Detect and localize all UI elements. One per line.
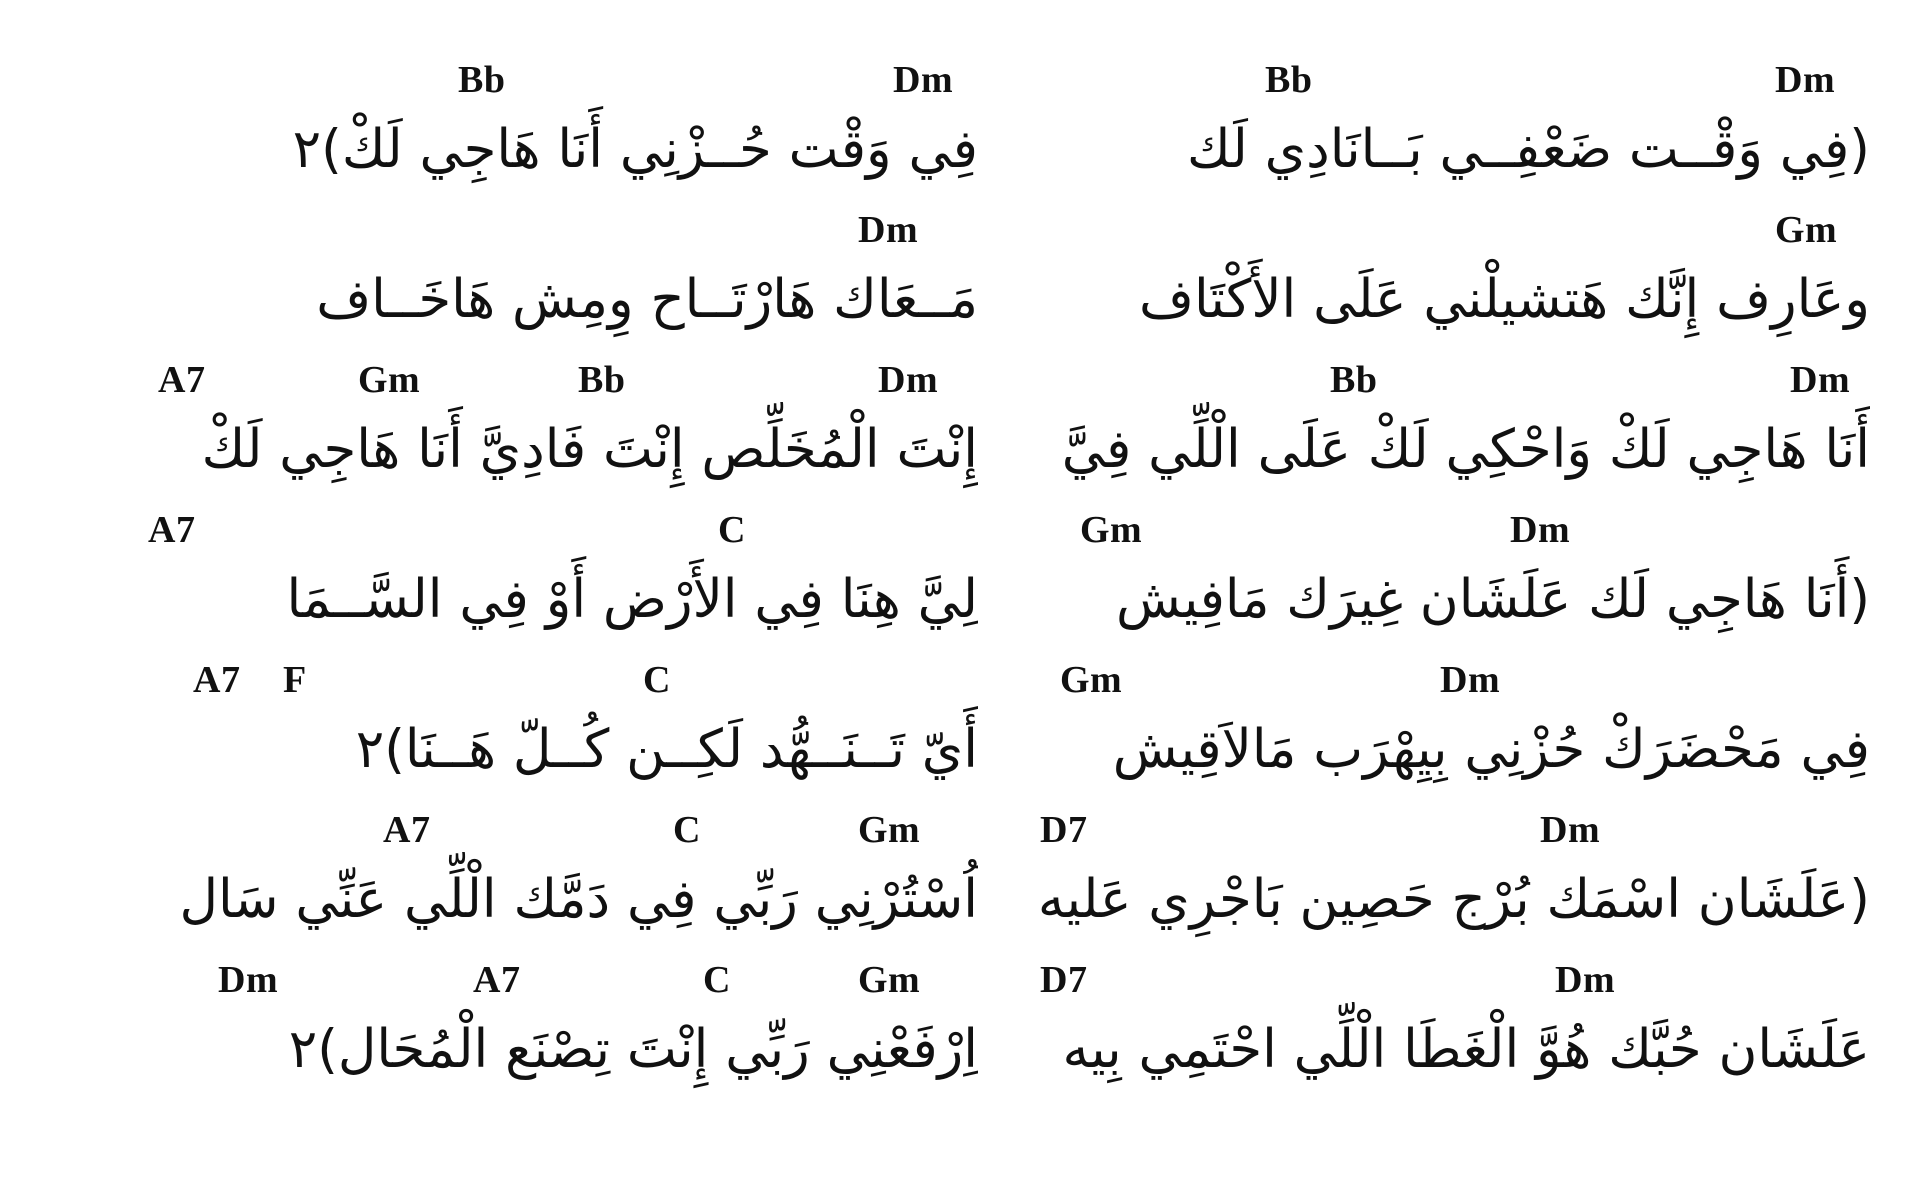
chord-row: [118, 358, 978, 402]
chord-label: Gm: [858, 959, 921, 1001]
chord-label: Gm: [1775, 209, 1838, 251]
chord-label: C: [718, 509, 746, 551]
chord-row: [118, 658, 978, 702]
lyric-line: [118, 58, 978, 208]
chord-label: Dm: [1540, 809, 1601, 851]
chord-label: Gm: [858, 809, 921, 851]
chord-label: A7: [148, 509, 196, 551]
lyric-line: [1010, 658, 1870, 808]
lyric-text: وعَارِف إِنَّك هَتشيلْني عَلَى الأَكْتَاف: [1139, 269, 1870, 330]
chord-label: D7: [1040, 809, 1088, 851]
lyric-line: [1010, 958, 1870, 1108]
lyric-text: إِنْتَ الْمُخَلِّص إِنْتَ فَادِيَّ أَنَا هَاجِي لَكْ: [201, 419, 978, 480]
chord-label: Bb: [458, 59, 506, 101]
chord-label: Dm: [1775, 59, 1836, 101]
lyric-text: فِي وَقْت حُــزْنِي أَنَا هَاجِي لَكْ)٢: [292, 119, 978, 180]
chord-label: C: [673, 809, 701, 851]
lyric-line: [118, 658, 978, 808]
lyric-line: [118, 208, 978, 358]
lyric-text: اُسْتُرْنِي رَبِّي فِي دَمَّك الْلِّي عَنِّي سَال: [179, 869, 978, 930]
lyric-line: [118, 508, 978, 658]
chord-label: Gm: [358, 359, 421, 401]
chord-label: Bb: [1330, 359, 1378, 401]
chord-label: A7: [383, 809, 431, 851]
chord-row: [1010, 58, 1870, 102]
chord-label: Bb: [578, 359, 626, 401]
lyric-line: [118, 358, 978, 508]
chord-row: [118, 808, 978, 852]
lyric-text: (فِي وَقْــت ضَعْفِــي بَــانَادِي لَك: [1187, 119, 1870, 180]
lyric-text: عَلَشَان حُبَّك هُوَّ الْغَطَا الْلِّي احْتَمِي بِيه: [1062, 1019, 1870, 1080]
chord-label: Dm: [878, 359, 939, 401]
lyric-line: [118, 958, 978, 1108]
chord-label: C: [703, 959, 731, 1001]
chord-label: Dm: [858, 209, 919, 251]
lyric-text: مَــعَاك هَارْتَــاح وِمِش هَاخَــاف: [316, 269, 978, 330]
lyrics-column-left: [118, 58, 978, 1108]
chord-row: [1010, 208, 1870, 252]
lyric-line: [1010, 508, 1870, 658]
lyric-text: فِي مَحْضَرَكْ حُزْنِي بِيِهْرَب مَالاَقِيش: [1112, 719, 1870, 780]
lyric-text: أَيّ تَــنَــهُّد لَكِــن كُــلّ هَــنَا)٢: [355, 719, 978, 780]
chord-row: [1010, 508, 1870, 552]
lyric-line: [1010, 58, 1870, 208]
chord-label: Gm: [1080, 509, 1143, 551]
chord-label: Dm: [893, 59, 954, 101]
chord-label: D7: [1040, 959, 1088, 1001]
chord-label: Dm: [1440, 659, 1501, 701]
lyric-text: (عَلَشَان اسْمَك بُرْج حَصِين بَاجْرِي عَليه: [1037, 869, 1870, 930]
lyrics-column-right: [1010, 58, 1870, 1108]
chord-row: [118, 958, 978, 1002]
chord-label: A7: [473, 959, 521, 1001]
chord-label: Gm: [1060, 659, 1123, 701]
chord-label: Bb: [1265, 59, 1313, 101]
chord-label: A7: [158, 359, 206, 401]
chord-label: C: [643, 659, 671, 701]
chord-label: F: [283, 659, 307, 701]
lyric-text: لِيَّ هِنَا فِي الأَرْض أَوْ فِي السَّــمَا: [286, 569, 978, 630]
chord-label: Dm: [218, 959, 279, 1001]
lyric-line: [1010, 208, 1870, 358]
chord-label: Dm: [1555, 959, 1616, 1001]
lyric-line: [118, 808, 978, 958]
chord-label: Dm: [1510, 509, 1571, 551]
lyric-text: (أَنَا هَاجِي لَك عَلَشَان غِيرَك مَافِيش: [1116, 569, 1870, 630]
chord-label: Dm: [1790, 359, 1851, 401]
chord-row: [118, 58, 978, 102]
chord-row: [118, 508, 978, 552]
chord-row: [1010, 358, 1870, 402]
lyric-text: أَنَا هَاجِي لَكْ وَاحْكِي لَكْ عَلَى الْلِّي فِيَّ: [1061, 419, 1870, 480]
chord-row: [118, 208, 978, 252]
lyric-line: [1010, 358, 1870, 508]
lyric-text: اِرْفَعْنِي رَبِّي إِنْتَ تِصْنَع الْمُحَال)٢: [288, 1019, 978, 1080]
chord-label: A7: [193, 659, 241, 701]
chord-row: [1010, 808, 1870, 852]
chord-row: [1010, 958, 1870, 1002]
chord-row: [1010, 658, 1870, 702]
lyric-line: [1010, 808, 1870, 958]
